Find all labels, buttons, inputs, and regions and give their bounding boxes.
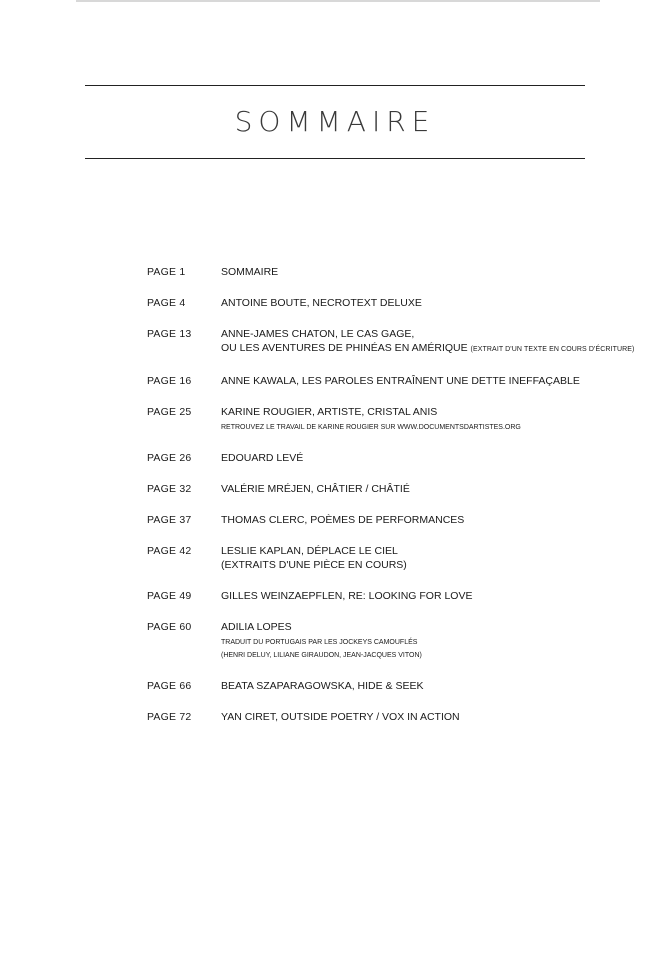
page-top-edge [76,0,600,2]
toc-entry-title: LESLIE KAPLAN, DÉPLACE LE CIEL [221,545,398,557]
toc-entry [147,589,617,603]
toc-entry-title: EDOUARD LEVÉ [221,452,304,464]
toc-entry-title: BEATA SZAPARAGOWSKA, HIDE & SEEK [221,680,424,692]
toc-page-number: PAGE 66 [147,680,192,692]
toc-entry-subtitle-text: OU LES AVENTURES DE PHINÉAS EN AMÉRIQUE [221,342,468,354]
toc-entry-title: GILLES WEINZAEPFLEN, RE: LOOKING FOR LOVE [221,590,473,602]
toc-page-number: PAGE 37 [147,514,192,526]
toc-entry [147,265,617,279]
toc-entry [147,513,617,527]
toc-entry-title: ANNE KAWALA, LES PAROLES ENTRAÎNENT UNE DETTE INEFFAÇABLE [221,375,580,387]
toc-entry [147,405,617,434]
toc-entry-title: THOMAS CLERC, POÈMES DE PERFORMANCES [221,514,465,526]
toc-entry-note: (HENRI DELUY, LILIANE GIRAUDON, JEAN-JACQUES VITON) [221,652,422,659]
toc-entry-subtitle [221,341,634,357]
toc-entry [147,544,617,572]
title-rule-bottom [85,158,585,159]
toc-entry [147,710,617,724]
toc-entry [147,620,617,662]
toc-page-number: PAGE 26 [147,452,192,464]
toc-page-number: PAGE 25 [147,406,192,418]
toc-entry [147,327,635,357]
toc-page-number: PAGE 16 [147,375,192,387]
toc-entry [147,451,617,465]
toc-page-number: PAGE 60 [147,621,192,633]
toc-entry-title: VALÉRIE MRÉJEN, CHÂTIER / CHÂTIÉ [221,483,410,495]
toc-page-number: PAGE 4 [147,297,186,309]
toc-page-number: PAGE 13 [147,328,192,340]
toc-page-number: PAGE 42 [147,545,192,557]
toc-entry-title: YAN CIRET, OUTSIDE POETRY / VOX IN ACTION [221,711,460,723]
toc-entry-title: KARINE ROUGIER, ARTISTE, CRISTAL ANIS [221,406,438,418]
toc-entry [147,296,617,310]
toc-entry-title: ANNE-JAMES CHATON, LE CAS GAGE, [221,328,415,340]
toc-page-number: PAGE 32 [147,483,192,495]
toc-page-number: PAGE 1 [147,266,186,278]
toc-entry [147,679,617,693]
toc-entry-note: (EXTRAIT D'UN TEXTE EN COURS D'ÉCRITURE) [470,346,635,353]
toc-entry-title: SOMMAIRE [221,266,279,278]
title-rule-top [85,85,585,86]
toc-entry-subtitle: (EXTRAITS D'UNE PIÈCE EN COURS) [221,559,407,571]
table-of-contents [147,265,635,741]
toc-entry-note: RETROUVEZ LE TRAVAIL DE KARINE ROUGIER SUR WWW.DOCUMENTSDARTISTES.ORG [221,424,521,431]
toc-entry [147,374,617,388]
toc-entry [147,482,617,496]
toc-entry-note: TRADUIT DU PORTUGAIS PAR LES JOCKEYS CAMOUFLÉS [221,639,418,646]
toc-page-number: PAGE 49 [147,590,192,602]
toc-page-number: PAGE 72 [147,711,192,723]
page-title: SOMMAIRE [234,105,436,138]
toc-entry-title: ANTOINE BOUTE, NECROTEXT DELUXE [221,297,422,309]
toc-entry-title: ADILIA LOPES [221,621,292,633]
